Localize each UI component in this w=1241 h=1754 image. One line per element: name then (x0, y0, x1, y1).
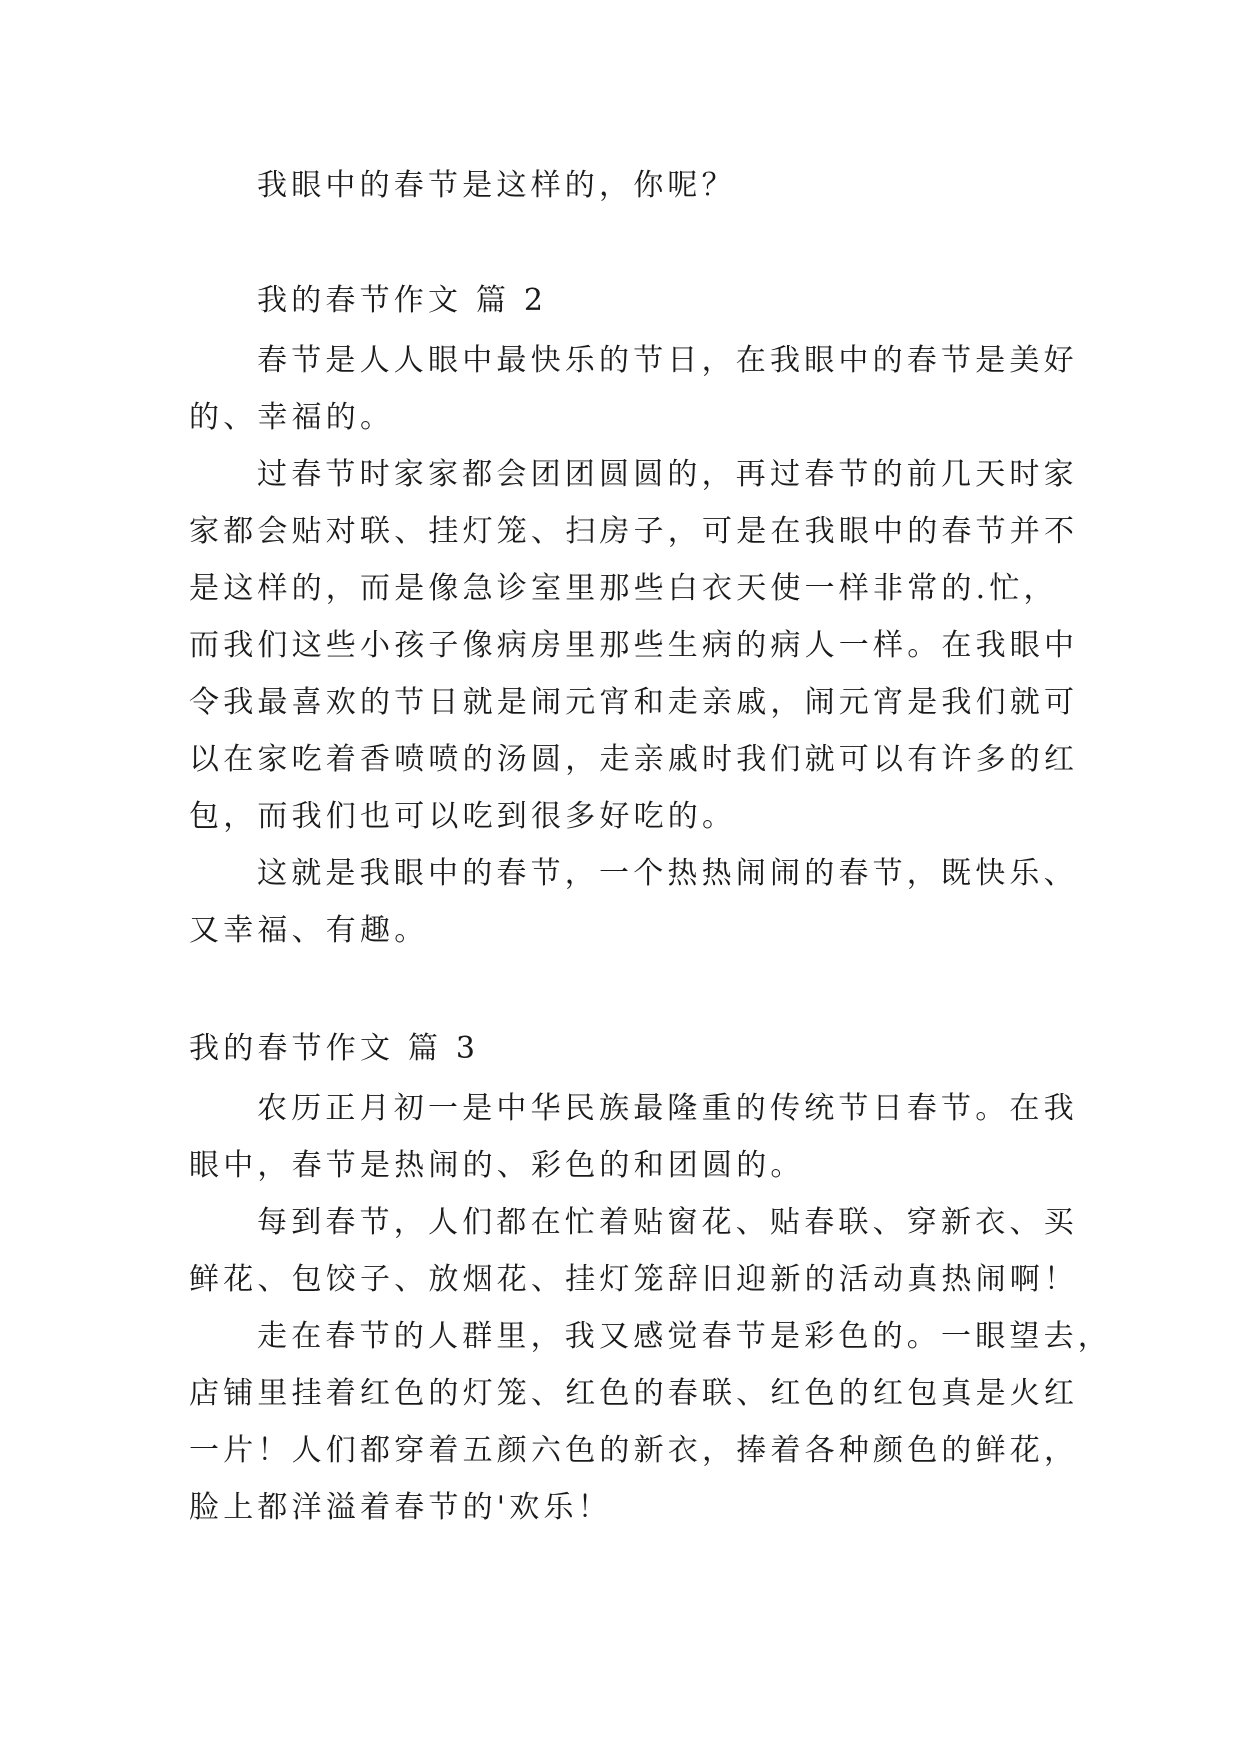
essay-2-line-8: 以在家吃着香喷喷的汤圆，走亲戚时我们就可以有许多的红 (189, 742, 1079, 777)
essay-3-line-1: 农历正月初一是中华民族最隆重的传统节日春节。在我 (257, 1091, 1078, 1126)
essay-3-line-7: 一片！人们都穿着五颜六色的新衣，捧着各种颜色的鲜花， (189, 1433, 1079, 1468)
essay-2-line-4: 家都会贴对联、挂灯笼、扫房子，可是在我眼中的春节并不 (189, 514, 1079, 549)
essay-2-line-9: 包，而我们也可以吃到很多好吃的。 (189, 799, 737, 834)
essay-2-line-6: 而我们这些小孩子像病房里那些生病的病人一样。在我眼中 (189, 628, 1079, 663)
essay-3-line-3: 每到春节，人们都在忙着贴窗花、贴春联、穿新衣、买 (257, 1205, 1078, 1240)
essay-2-line-2: 的、幸福的。 (189, 400, 395, 435)
essay-2-line-10: 这就是我眼中的春节，一个热热闹闹的春节，既快乐、 (257, 856, 1078, 891)
essay-3-line-6: 店铺里挂着红色的灯笼、红色的春联、红色的红包真是火红 (189, 1376, 1079, 1411)
essay-2-line-1: 春节是人人眼中最快乐的节日，在我眼中的春节是美好 (257, 343, 1078, 378)
essay-2-line-5: 是这样的，而是像急诊室里那些白衣天使一样非常的.忙， (189, 571, 1058, 606)
essay-2-line-11: 又幸福、有趣。 (189, 913, 429, 948)
closing-line: 我眼中的春节是这样的，你呢？ (257, 168, 736, 203)
essay-2-heading: 我的春节作文 篇 2 (257, 283, 548, 318)
essay-3-line-5: 走在春节的人群里，我又感觉春节是彩色的。一眼望去， (257, 1319, 1112, 1354)
essay-3-line-4: 鲜花、包饺子、放烟花、挂灯笼辞旧迎新的活动真热闹啊！ (189, 1262, 1079, 1297)
essay-3-heading: 我的春节作文 篇 3 (189, 1031, 480, 1066)
essay-2-line-3: 过春节时家家都会团团圆圆的，再过春节的前几天时家 (257, 457, 1078, 492)
essay-2-line-7: 令我最喜欢的节日就是闹元宵和走亲戚，闹元宵是我们就可 (189, 685, 1079, 720)
essay-3-line-2: 眼中，春节是热闹的、彩色的和团圆的。 (189, 1148, 805, 1183)
essay-3-line-8: 脸上都洋溢着春节的'欢乐！ (189, 1490, 612, 1525)
